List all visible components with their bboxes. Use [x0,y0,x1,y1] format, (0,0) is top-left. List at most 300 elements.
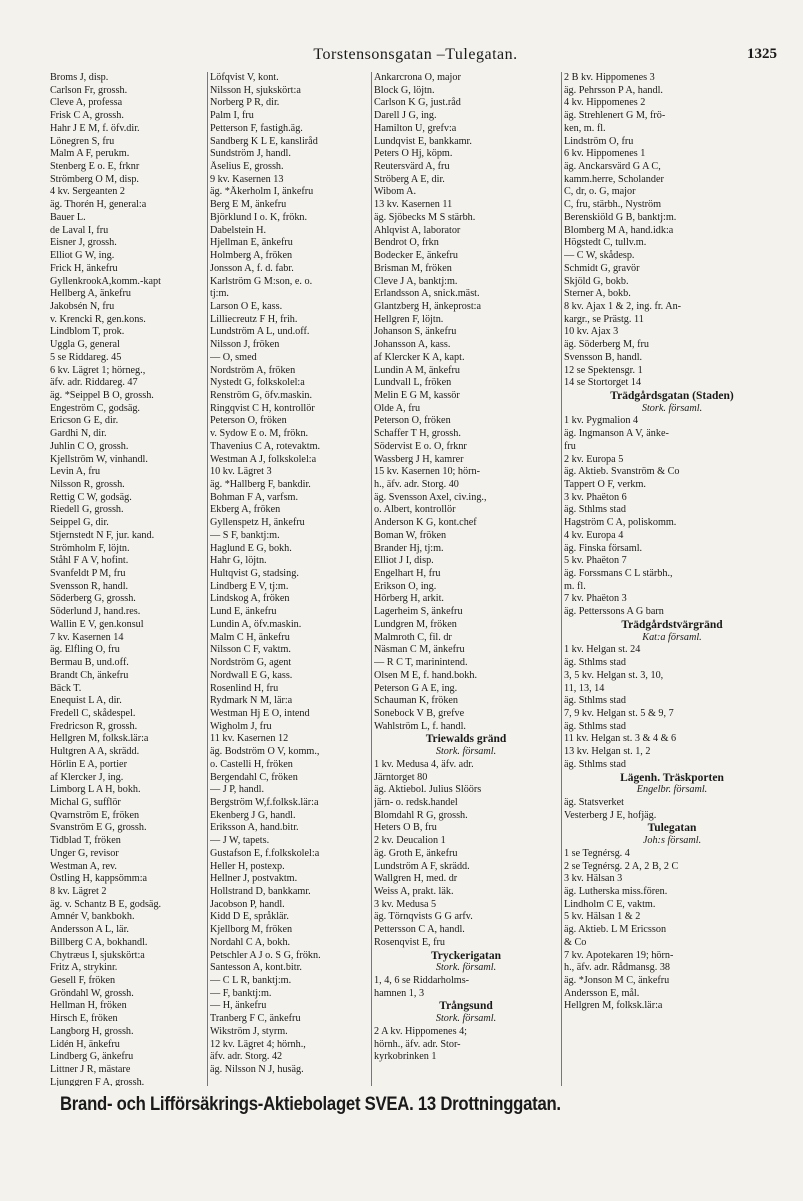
directory-entry: Brisman M, fröken [374,262,452,274]
directory-entry: Hultqvist G, stadsing. [210,568,299,580]
directory-entry: Lundström A L, und.off. [210,326,310,338]
directory-entry: äg. Forssmans C L stärbh., [564,568,673,580]
directory-entry: äg. Törnqvists G G arfv. [374,911,473,923]
directory-entry: 2 kv. Deucalion 1 [374,835,446,847]
column-1 [50,72,206,1086]
directory-entry: Nordahl C A, bokh. [210,936,291,948]
directory-entry: Nordström G, agent [210,657,292,669]
directory-entry: Lindström O, fru [564,135,634,147]
directory-entry: Nystedt G, folkskolel:a [210,377,305,389]
directory-entry: & Co [564,936,587,948]
directory-entry: Gustafson E, f.folkskolel:a [210,847,320,859]
directory-entry: Svanfeldt P M, fru [50,568,126,580]
directory-entry: Fredricson R, grossh. [50,720,138,732]
directory-entry: Lundvall L, fröken [374,377,452,389]
directory-entry: Järntorget 80 [374,771,428,783]
directory-entry: Berenskiöld G B, banktj:m. [564,211,677,223]
directory-entry: Brander Hj, tj:m. [374,542,444,554]
directory-entry: Schmidt G, gravör [564,262,640,274]
directory-entry: 11 kv. Helgan st. 3 & 4 & 6 [564,733,677,745]
directory-entry: Bermau B, und.off. [50,657,129,669]
parish-label: Kat:a församl. [642,631,702,643]
directory-entry: äg. Sthlms stad [564,504,626,516]
directory-entry: GyllenkrookA,komm.-kapt [50,275,161,287]
directory-entry: äg. Svensson Axel, civ.ing., [374,491,487,503]
directory-entry: Sundström J, handl. [210,148,291,160]
directory-entry: Levin A, fru [50,466,101,478]
directory-entry: Ströberg A E, dir. [374,173,445,185]
directory-entry: Limborg L A H, bokh. [50,784,141,796]
directory-entry: äg. Sthlms stad [564,695,626,707]
directory-entry: Ericson G E, dir. [50,415,119,427]
directory-entry: Riedell G, grossh. [50,504,124,516]
directory-entry: Jakobsén N, fru [50,300,115,312]
directory-entry: 1 kv. Helgan st. 24 [564,644,641,656]
directory-entry: Ekenberg J G, handl. [210,809,296,821]
directory-entry: m. fl. [564,580,586,592]
directory-entry: Schaffer T H, grossh. [374,428,461,440]
directory-entry: Malmroth C, fil. dr [374,631,452,643]
directory-entry: äg. Anckarsvärd G A C, [564,161,661,173]
directory-entry: äg. Thorén H, general:a [50,199,147,211]
directory-entry: Juhlin C O, grossh. [50,440,129,452]
directory-entry: Karlström G M:son, e. o. [210,275,313,287]
directory-entry: Nilsson J, fröken [210,339,280,351]
directory-entry: Hörberg H, arkit. [374,593,444,605]
directory-entry: äg. Sjöbecks M S stärbh. [374,211,476,223]
directory-entry: Malm A F, perukm. [50,148,130,160]
directory-entry: Nilsson H, sjukskört:a [210,84,301,96]
directory-entry: 7 kv. Apotekaren 19; hörn- [564,949,674,961]
directory-entry: Skjöld G, bokb. [564,275,629,287]
directory-entry: Gardhi N, dir. [50,428,107,440]
directory-entry: Högstedt C, tullv.m. [564,237,647,249]
directory-entry: 3 kv. Hälsan 3 [564,873,623,885]
directory-entry: 2 kv. Europa 5 [564,453,624,465]
directory-entry: Ljunggren F A, grossh. [50,1076,145,1086]
directory-entry: Lindskog A, fröken [210,593,290,605]
directory-entry: Andersson E, mål. [564,987,640,999]
directory-entry: Lindberg E V, tj:m. [210,580,289,592]
directory-entry: äg. Sthlms stad [564,758,626,770]
directory-entry: Hellgren F, löjtn. [374,313,444,325]
directory-entry: äg. v. Schantz B E, godsäg. [50,898,162,910]
directory-entry: Reutersvärd A, fru [374,161,450,173]
directory-entry: 13 kv. Kasernen 11 [374,199,453,211]
column-4 [564,72,780,1086]
column-divider [561,72,562,1086]
directory-entry: Kidd D E, språklär. [210,911,289,923]
directory-entry: o. Castelli H, fröken [210,758,293,770]
directory-entry: Pettersson C A, handl. [374,924,465,936]
directory-entry: Frisk C A, grossh. [50,110,124,122]
directory-entry: äfv. adr. Riddareg. 47 [50,377,138,389]
directory-entry: 11, 13, 14 [564,682,605,694]
directory-entry: Peters O Hj, köpm. [374,148,453,160]
parish-label: Engelbr. församl. [636,784,708,796]
directory-entry: Olsen M E, f. hand.bokh. [374,669,477,681]
directory-entry: Lönegren S, fru [50,135,115,147]
directory-entry: Jonsson A, f. d. fabr. [210,262,294,274]
directory-entry: Bohman F A, varfsm. [210,491,299,503]
parish-label: Stork. församl. [435,746,497,758]
directory-entry: Kjellborg M, fröken [210,924,293,936]
directory-entry: Gröndahl W, grossh. [50,987,134,999]
directory-entry: Bodecker E, änkefru [374,250,459,262]
directory-entry: — R C T, marinintend. [374,657,468,669]
directory-entry: Weiss A, prakt. läk. [374,886,454,897]
directory-entry: Lidén H, änkefru [50,1038,120,1050]
directory-entry: 4 kv. Europa 4 [564,529,624,541]
directory-entry: 10 kv. Ajax 3 [564,326,619,338]
directory-entry: kyrkobrinken 1 [374,1051,437,1063]
directory-entry: Kjellström W, vinhandl. [50,453,148,465]
directory-entry: Gyllenspetz H, änkefru [210,517,305,529]
directory-entry: Littner J R, mästare [50,1064,131,1076]
directory-entry: — S F, banktj:m. [210,529,280,541]
street-heading: Tryckerigatan [430,949,502,962]
street-heading: Triewalds gränd [425,733,507,746]
directory-entry: Erikson O, ing. [374,580,437,592]
directory-entry: Hollstrand D, bankkamr. [210,886,311,897]
directory-entry: Tidblad T, fröken [50,835,121,847]
directory-entry: — J P, handl. [210,784,265,796]
directory-entry: Darell J G, ing. [374,110,437,122]
directory-entry: tj:m. [210,288,229,300]
directory-entry: af Klercker J, ing. [50,771,124,783]
directory-entry: äg. Elfling O, fru [50,644,120,656]
directory-entry: Lundin A, öfv.maskin. [210,618,302,630]
directory-entry: Wassberg J H, kamrer [374,453,464,465]
directory-entry: Chytræus I, sjukskört:a [50,949,145,961]
directory-entry: äg. Söderberg M, fru [564,339,649,351]
directory-entry: Wigholm J, fru [210,720,272,732]
directory-entry: Johansson A, kass. [374,339,451,351]
directory-entry: Lundgren M, fröken [374,618,457,630]
directory-entry: Cleve J A, banktj:m. [374,275,458,287]
directory-entry: Tappert O F, verkm. [564,479,646,490]
directory-entry: Blomberg M A, hand.idk:a [564,224,674,236]
directory-entry: Hjellman E, änkefru [210,237,293,249]
directory-entry: Holmberg A, fröken [210,250,293,262]
directory-entry: — O, smed [210,351,257,363]
directory-entry: 10 kv. Lägret 3 [210,466,272,478]
directory-entry: Lundqvist E, bankkamr. [374,135,472,147]
directory-entry: Unger G, revisor [50,847,119,859]
directory-entry: äg. *Åkerholm I, änkefru [210,186,314,198]
directory-entry: Cleve A, professa [50,97,123,109]
directory-entry: äg. *Seippel B O, grossh. [50,389,154,401]
directory-entry: v. Sydow E o. M, frökn. [210,428,309,440]
directory-entry: Åselius E, grossh. [210,161,284,173]
directory-entry: hörnh., äfv. adr. Stor- [374,1038,461,1050]
directory-entry: äg. Lutherska miss.fören. [564,886,668,897]
directory-entry: Malm C H, änkefru [210,631,290,643]
directory-entry: 6 kv. Hippomenes 1 [564,148,646,160]
directory-entry: Westman A, rev. [50,860,117,872]
directory-entry: Lagerheim S, änkefru [374,606,463,618]
directory-entry: Bauer L. [50,211,86,223]
directory-entry: Sonebock V B, grefve [374,707,465,719]
directory-entry: Ståhl F A V, hofint. [50,555,129,567]
directory-entry: — F, banktj:m. [210,987,272,999]
directory-entry: Bendrot O, frkn [374,237,439,249]
directory-entry: Rosenlind H, fru [210,682,279,694]
directory-entry: Lund E, änkefru [210,606,277,618]
directory-entry: Lundin A M, änkefru [374,364,461,376]
directory-entry: Andersson A L, lär. [50,924,129,936]
column-2 [210,72,368,1086]
directory-entry: Rosenqvist E, fru [374,936,446,948]
directory-entry: Hellberg A, änkefru [50,288,132,300]
directory-entry: kargr., se Prästg. 11 [564,313,644,325]
directory-entry: 11 kv. Kasernen 12 [210,733,289,745]
directory-entry: äg. Strehlenert G M, frö- [564,110,666,122]
street-heading: Lägenh. Träskporten [620,771,724,784]
directory-entry: Peterson O, fröken [210,415,287,427]
directory-entry: Tranberg F C, änkefru [210,1013,301,1025]
directory-entry: Frick H, änkefru [50,262,118,274]
directory-entry: Erlandsson A, snick.mäst. [374,288,480,300]
directory-entry: Bergström W,f.folksk.lär:a [210,796,319,808]
column-divider [207,72,208,1086]
directory-entry: Jacobson P, handl. [210,898,285,910]
directory-entry: Petterson F, fastigh.äg. [210,122,303,134]
directory-entry: 9 kv. Kasernen 13 [210,173,284,185]
directory-entry: h., äfv. adr. Rådmansg. 38 [564,962,671,974]
directory-entry: Lundström A F, skrädd. [374,860,470,872]
directory-entry: Svensson R, handl. [50,580,129,592]
directory-entry: — J W, tapets. [210,835,270,847]
directory-entry: Lindholm C E, vaktm. [564,898,656,910]
directory-entry: äg. Finska församl. [564,542,643,554]
directory-entry: af Klercker K A, kapt. [374,351,465,363]
directory-entry: 2 B kv. Hippomenes 3 [564,72,655,83]
directory-entry: 4 kv. Sergeanten 2 [50,186,125,198]
directory-entry: Boman W, fröken [374,529,447,541]
directory-entry: 13 kv. Helgan st. 1, 2 [564,746,651,758]
directory-entry: de Laval I, fru [50,224,109,236]
directory-entry: Heller H, postexp. [210,860,285,872]
directory-entry: Carlson K G, just.råd [374,97,461,109]
directory-entry: Bergendahl C, fröken [210,771,298,783]
directory-entry: Sterner A, bokb. [564,288,631,300]
directory-entry: v. Krencki R, gen.kons. [50,313,146,325]
directory-entry: Amnér V, bankbokh. [50,911,135,923]
directory-columns [50,72,780,1086]
directory-entry: 3 kv. Phaëton 6 [564,491,627,503]
directory-entry: Engelhart H, fru [374,568,441,580]
directory-entry: Melin E G M, kassör [374,389,460,401]
directory-entry: Svanström E G, grossh. [50,822,147,834]
directory-entry: — C L R, banktj:m. [210,975,292,987]
directory-entry: Elliot G W, ing. [50,250,115,262]
directory-entry: Petschler A J o. S G, frökn. [210,949,321,961]
directory-entry: Wahlström L, f. handl. [374,720,466,732]
directory-entry: Dabelstein H. [210,224,267,236]
directory-entry: 1 kv. Medusa 4, äfv. adr. [374,758,474,770]
street-heading: Trädgårdstvärgränd [621,618,723,631]
directory-entry: äfv. adr. Storg. 42 [210,1051,283,1063]
directory-entry: C, dr, o. G, major [564,186,636,198]
directory-entry: Palm I, fru [210,110,254,122]
street-heading: Tulegatan [647,822,697,835]
directory-entry: Westman Hj E O, intend [210,707,310,719]
directory-entry: Broms J, disp. [50,72,109,83]
directory-entry: äg. Pehrsson P A, handl. [564,84,663,96]
directory-entry: Fritz A, strykinr. [50,962,118,974]
directory-entry: Langborg H, grossh. [50,1025,134,1037]
directory-entry: 2 se Tegnérsg. 2 A, 2 B, 2 C [564,860,679,872]
directory-entry: Eriksson A, hand.bitr. [210,822,299,834]
directory-entry: Elliot J I, disp. [374,555,434,567]
directory-entry: Renström G, öfv.maskin. [210,389,313,401]
directory-entry: Ekberg A, fröken [210,504,281,516]
directory-entry: Carlson Fr, grossh. [50,84,128,96]
directory-entry: äg. Ingmanson A V, änke- [564,428,669,440]
directory-entry: Stenberg E o. E, frknr [50,161,140,173]
directory-entry: Thavenius C A, rotevaktm. [210,440,321,452]
directory-entry: 1, 4, 6 se Riddarholms- [374,975,470,987]
directory-entry: fru [564,440,576,452]
directory-entry: Peterson O, fröken [374,415,451,427]
parish-label: Stork. församl. [435,1013,497,1025]
directory-entry: o. Albert, kontrollör [374,504,456,516]
directory-entry: C, fru, stärbh., Nyström [564,199,662,211]
directory-entry: Hultgren A A, skrädd. [50,746,140,758]
directory-entry: Rettig C W, godsäg. [50,491,132,503]
directory-entry: äg. *Hallberg F, bankdir. [210,479,311,490]
directory-entry: Billberg C A, bokhandl. [50,936,148,948]
directory-entry: Uggla G, general [50,339,120,351]
directory-entry: Lindberg G, änkefru [50,1051,134,1063]
directory-entry: Hagström C A, poliskomm. [564,517,677,529]
directory-entry: Enequist L A, dir. [50,695,122,707]
directory-entry: Wallin E V, gen.konsul [50,618,144,630]
page-number: 1325 [747,46,777,62]
directory-entry: Brandt Ch, änkefru [50,669,129,681]
directory-entry: Wikström J, styrm. [210,1025,288,1037]
directory-entry: 8 kv. Ajax 1 & 2, ing. fr. An- [564,300,682,312]
directory-entry: Nilsson R, grossh. [50,479,125,490]
directory-entry: äg. Bodström O V, komm., [210,746,320,758]
directory-entry: Anderson K G, kont.chef [374,517,477,529]
directory-entry: Östling H, kappsömm:a [50,873,148,885]
parish-label: Joh:s församl. [642,835,702,847]
directory-entry: äg. Aktieb. Svanström & Co [564,466,680,478]
directory-entry: Gesell F, fröken [50,975,116,987]
directory-entry: 7 kv. Kasernen 14 [50,631,124,643]
parish-label: Stork. församl. [641,402,703,414]
directory-entry: Haglund E G, bokh. [210,542,292,554]
directory-entry: Larson O E, kass. [210,300,283,312]
directory-entry: Söderlund J, hand.res. [50,606,141,618]
directory-entry: Fredell C, skådespel. [50,707,136,719]
directory-entry: Nilsson C F, vaktm. [210,644,291,656]
directory-entry: 5 kv. Phaëton 7 [564,555,627,567]
page-title: Torstensonsgatan –Tulegatan. [313,46,518,63]
directory-entry: Hahr G, löjtn. [210,555,267,567]
directory-entry: Björklund I o. K, frökn. [210,211,308,223]
directory-entry: äg. Sthlms stad [564,720,626,732]
directory-entry: 6 kv. Lägret 1; hörneg., [50,364,146,376]
directory-entry: Seippel G, dir. [50,517,109,529]
directory-entry: 3 kv. Medusa 5 [374,898,437,910]
directory-entry: järn- o. redsk.handel [374,796,458,808]
directory-entry: hamnen 1, 3 [374,987,425,999]
directory-entry: Wibom A. [374,186,417,198]
directory-entry: Johanson S, änkefru [374,326,457,338]
directory-entry: äg. Aktiebol. Julius Slöörs [374,784,482,796]
advertisement-footer: Brand- och Lifförsäkrings-Aktiebolaget SVEA. 13 Drottninggatan. [60,1094,561,1115]
directory-entry: Hörlin E A, portier [50,758,127,770]
directory-entry: Hirsch E, fröken [50,1013,118,1025]
directory-entry: Bäck T. [50,682,82,694]
directory-entry: Hellgren M, folksk.lär:a [50,733,149,745]
directory-entry: h., äfv. adr. Storg. 40 [374,479,459,490]
directory-entry: 2 A kv. Hippomenes 4; [374,1025,468,1037]
directory-entry: Ringqvist C H, kontrollör [210,402,315,414]
street-heading: Trädgårdsgatan (Staden) [610,389,734,402]
directory-entry: 12 se Spektensgr. 1 [564,364,643,376]
directory-entry: Lilliecreutz F H, frih. [210,313,298,325]
directory-entry: Vesterberg J E, hofjäg. [564,809,657,821]
directory-entry: Berg E M, änkefru [210,199,287,211]
directory-entry: Sandberg K L E, kansliråd [210,135,318,147]
directory-entry: Olde A, fru [374,402,421,414]
directory-entry: Qvarnström E, fröken [50,809,140,821]
directory-entry: äg. *Jonson M C, änkefru [564,975,670,987]
directory-entry: — H, änkefru [210,1000,267,1012]
directory-entry: Wallgren H, med. dr [374,873,458,885]
directory-entry: Lindblom T, prok. [50,326,125,338]
directory-entry: Block G, löjtn. [374,84,435,96]
directory-entry: Engeström C, godsäg. [50,402,140,414]
directory-entry: — C W, skådesp. [564,250,635,262]
directory-entry: 3, 5 kv. Helgan st. 3, 10, [564,669,664,681]
directory-entry: Norberg P R, dir. [210,97,280,109]
directory-entry: äg. Petterssons A G barn [564,606,664,618]
directory-entry: Näsman C M, änkefru [374,644,465,656]
directory-entry: äg. Groth E, änkefru [374,847,458,859]
directory-entry: Svensson B, handl. [564,351,643,363]
directory-entry: Peterson G A E, ing. [374,682,458,694]
page-header [50,46,781,68]
column-3 [374,72,558,1086]
directory-entry: Schauman K, fröken [374,695,459,707]
directory-entry: 1 se Tegnérsg. 4 [564,847,630,859]
directory-entry: 12 kv. Lägret 4; hörnh., [210,1038,306,1050]
directory-entry: Hamilton U, grefv:a [374,122,457,134]
directory-entry: Westman A J, folkskolel:a [210,453,317,465]
directory-entry: Söderberg G, grossh. [50,593,136,605]
directory-entry: Hellgren M, folksk.lär:a [564,1000,663,1012]
directory-entry: 15 kv. Kasernen 10; hörn- [374,466,480,478]
directory-entry: Löfqvist V, kont. [210,72,279,83]
directory-entry: Rydmark N M, lär:a [210,695,293,707]
directory-entry: 5 se Riddareg. 45 [50,351,122,363]
column-divider [371,72,372,1086]
directory-entry: 8 kv. Lägret 2 [50,886,107,897]
directory-entry: 7 kv. Phaëton 3 [564,593,627,605]
directory-entry: kamm.herre, Scholander [564,173,664,185]
directory-entry: Ankarcrona O, major [374,72,461,83]
directory-entry: Blomdahl R G, grossh. [374,809,468,821]
directory-entry: Glantzberg H, änkeprost:a [374,300,482,312]
directory-entry: Eisner J, grossh. [50,237,117,249]
directory-entry: Stjernstedt N F, jur. kand. [50,529,155,541]
parish-label: Stork. församl. [435,962,497,974]
